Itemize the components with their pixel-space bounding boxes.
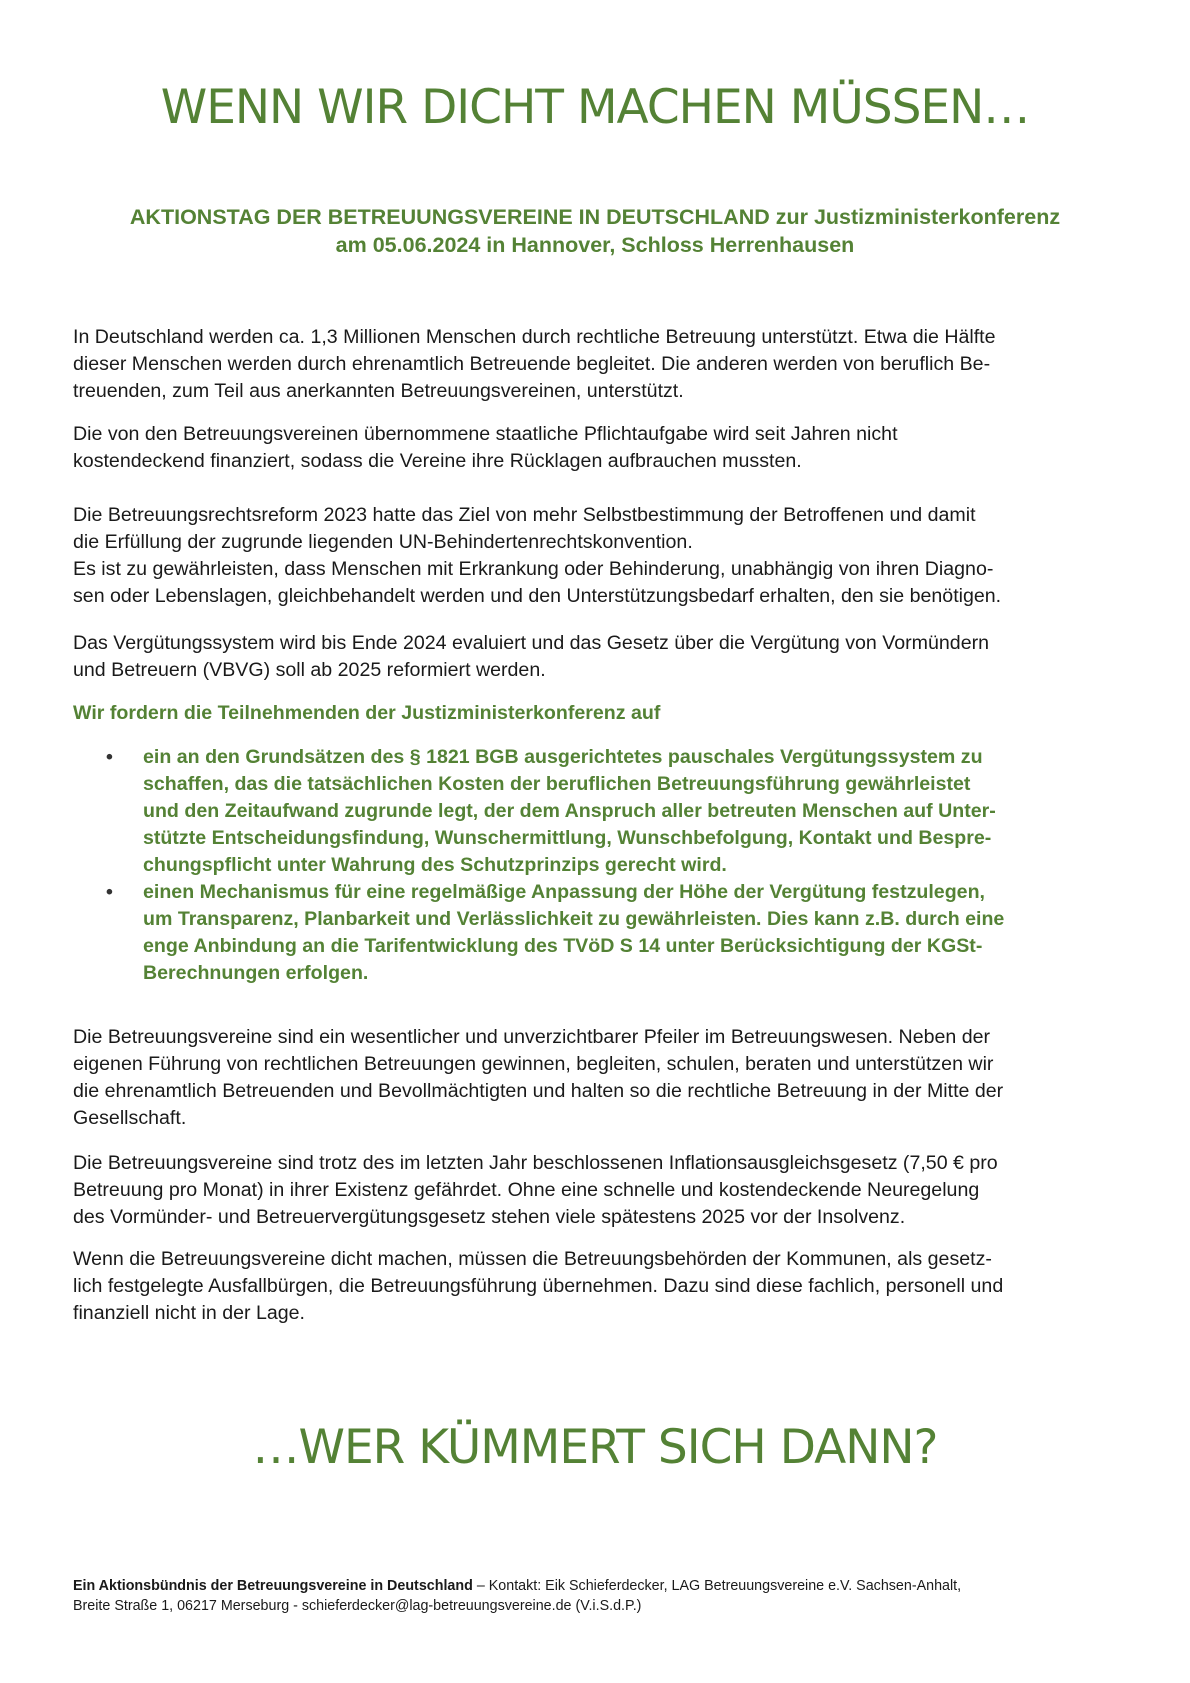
footer-alliance: Ein Aktionsbündnis der Betreuungsvereine in Deutschland (73, 1578, 473, 1594)
bullet-icon: • (106, 746, 113, 768)
demand-line: Berechnungen erfolgen. (143, 962, 369, 984)
paragraph-line: eigenen Führung von rechtlichen Betreuungen gewinnen, begleiten, schulen, beraten und unterstützen wir (73, 1053, 994, 1075)
paragraph-line: lich festgelegte Ausfallbürgen, die Betreuungsführung übernehmen. Dazu sind diese fachlich, personell und (73, 1275, 1004, 1297)
demand-line: einen Mechanismus für eine regelmäßige Anpassung der Höhe der Vergütung festzulegen, (143, 881, 985, 903)
footer (73, 1576, 1133, 1616)
headline-bottom: …WER KÜMMERT SICH DANN? (252, 1420, 938, 1475)
paragraph-6 (73, 1150, 1125, 1231)
paragraph-line: Die Betreuungsvereine sind ein wesentlicher und unverzichtbarer Pfeiler im Betreuungswesen. Neben der (73, 1026, 991, 1048)
paragraph-line: die Erfüllung der zugrunde liegenden UN-Behindertenrechtskonvention. (73, 531, 693, 553)
demand-intro: Wir fordern die Teilnehmenden der Justizministerkonferenz auf (73, 702, 661, 724)
paragraph-line: Gesellschaft. (73, 1107, 187, 1129)
demand-line: und den Zeitaufwand zugrunde legt, der dem Anspruch aller betreuten Menschen auf Unter- (143, 800, 996, 822)
paragraph-1 (73, 324, 1125, 405)
paragraph-line: finanziell nicht in der Lage. (73, 1302, 306, 1324)
demand-line: ein an den Grundsätzen des § 1821 BGB ausgerichtetes pauschales Vergütungssystem zu (143, 746, 983, 768)
paragraph-2 (73, 421, 1125, 475)
demand-line: um Transparenz, Planbarkeit und Verlässlichkeit zu gewährleisten. Dies kann z.B. durch eine (143, 908, 1005, 930)
subtitle-line-1: AKTIONSTAG DER BETREUUNGSVEREINE IN DEUTSCHLAND zur Justizministerkonferenz (129, 205, 1061, 229)
subtitle (60, 203, 1130, 259)
paragraph-line: Wenn die Betreuungsvereine dicht machen, müssen die Betreuungsbehörden der Kommunen, als gesetz- (73, 1248, 992, 1270)
paragraph-line: und Betreuern (VBVG) soll ab 2025 reformiert werden. (73, 659, 546, 681)
headline-top: WENN WIR DICHT MACHEN MÜSSEN… (160, 80, 1030, 135)
demand-line: schaffen, das die tatsächlichen Kosten der beruflichen Betreuungsführung gewährleistet (143, 773, 971, 795)
demand-item-1 (73, 744, 1125, 879)
paragraph-5 (73, 1024, 1125, 1132)
demand-text (143, 879, 1125, 987)
paragraph-line: dieser Menschen werden durch ehrenamtlich Betreuende begleitet. Die anderen werden von beruflich Be- (73, 353, 991, 375)
demand-line: chungspflicht unter Wahrung des Schutzprinzips gerecht wird. (143, 854, 727, 876)
subtitle-line-2: am 05.06.2024 in Hannover, Schloss Herrenhausen (335, 233, 855, 257)
bullet-icon: • (106, 881, 113, 903)
demand-list (73, 744, 1125, 987)
paragraph-line: die ehrenamtlich Betreuenden und Bevollmächtigten und halten so die rechtliche Betreuung in der Mitte der (73, 1080, 1004, 1102)
paragraph-3 (73, 502, 1125, 610)
demand-item-2 (73, 879, 1125, 987)
paragraph-line: kostendeckend finanziert, sodass die Vereine ihre Rücklagen aufbrauchen mussten. (73, 450, 802, 472)
paragraph-line: Betreuung pro Monat) in ihrer Existenz gefährdet. Ohne eine schnelle und kostendeckende Neuregelung (73, 1179, 980, 1201)
paragraph-line: Das Vergütungssystem wird bis Ende 2024 evaluiert und das Gesetz über die Vergütung von Vormündern (73, 632, 990, 654)
paragraph-line: Es ist zu gewährleisten, dass Menschen mit Erkrankung oder Behinderung, unabhängig von ihren Diagno- (73, 558, 994, 580)
footer-contact: – Kontakt: Eik Schieferdecker, LAG Betreuungsvereine e.V. Sachsen-Anhalt, (472, 1578, 962, 1594)
paragraph-line: In Deutschland werden ca. 1,3 Millionen Menschen durch rechtliche Betreuung unterstützt. Etwa die Hälfte (73, 326, 996, 348)
demand-text (143, 744, 1125, 879)
paragraph-line: sen oder Lebenslagen, gleichbehandelt werden und den Unterstützungsbedarf erhalten, den sie benötigen. (73, 585, 1002, 607)
demand-line: stützte Entscheidungsfindung, Wunschermittlung, Wunschbefolgung, Kontakt und Bespre- (143, 827, 992, 849)
paragraph-line: des Vormünder- und Betreuervergütungsgesetz stehen viele spätestens 2025 vor der Insolvenz. (73, 1206, 906, 1228)
paragraph-line: Die von den Betreuungsvereinen übernommene staatliche Pflichtaufgabe wird seit Jahren nicht (73, 423, 898, 445)
paragraph-line: Die Betreuungsvereine sind trotz des im letzten Jahr beschlossenen Inflationsausgleichsgesetz (7,50 € pro (73, 1152, 998, 1174)
paragraph-4 (73, 630, 1125, 684)
paragraph-line: treuenden, zum Teil aus anerkannten Betreuungsvereinen, unterstützt. (73, 380, 684, 402)
paragraph-7 (73, 1246, 1125, 1327)
demand-line: enge Anbindung an die Tarifentwicklung des TVöD S 14 unter Berücksichtigung der KGSt- (143, 935, 983, 957)
paragraph-line: Die Betreuungsrechtsreform 2023 hatte das Ziel von mehr Selbstbestimmung der Betroffenen und damit (73, 504, 976, 526)
footer-address: Breite Straße 1, 06217 Merseburg - schieferdecker@lag-betreuungsvereine.de (V.i.S.d.P.) (73, 1598, 642, 1614)
